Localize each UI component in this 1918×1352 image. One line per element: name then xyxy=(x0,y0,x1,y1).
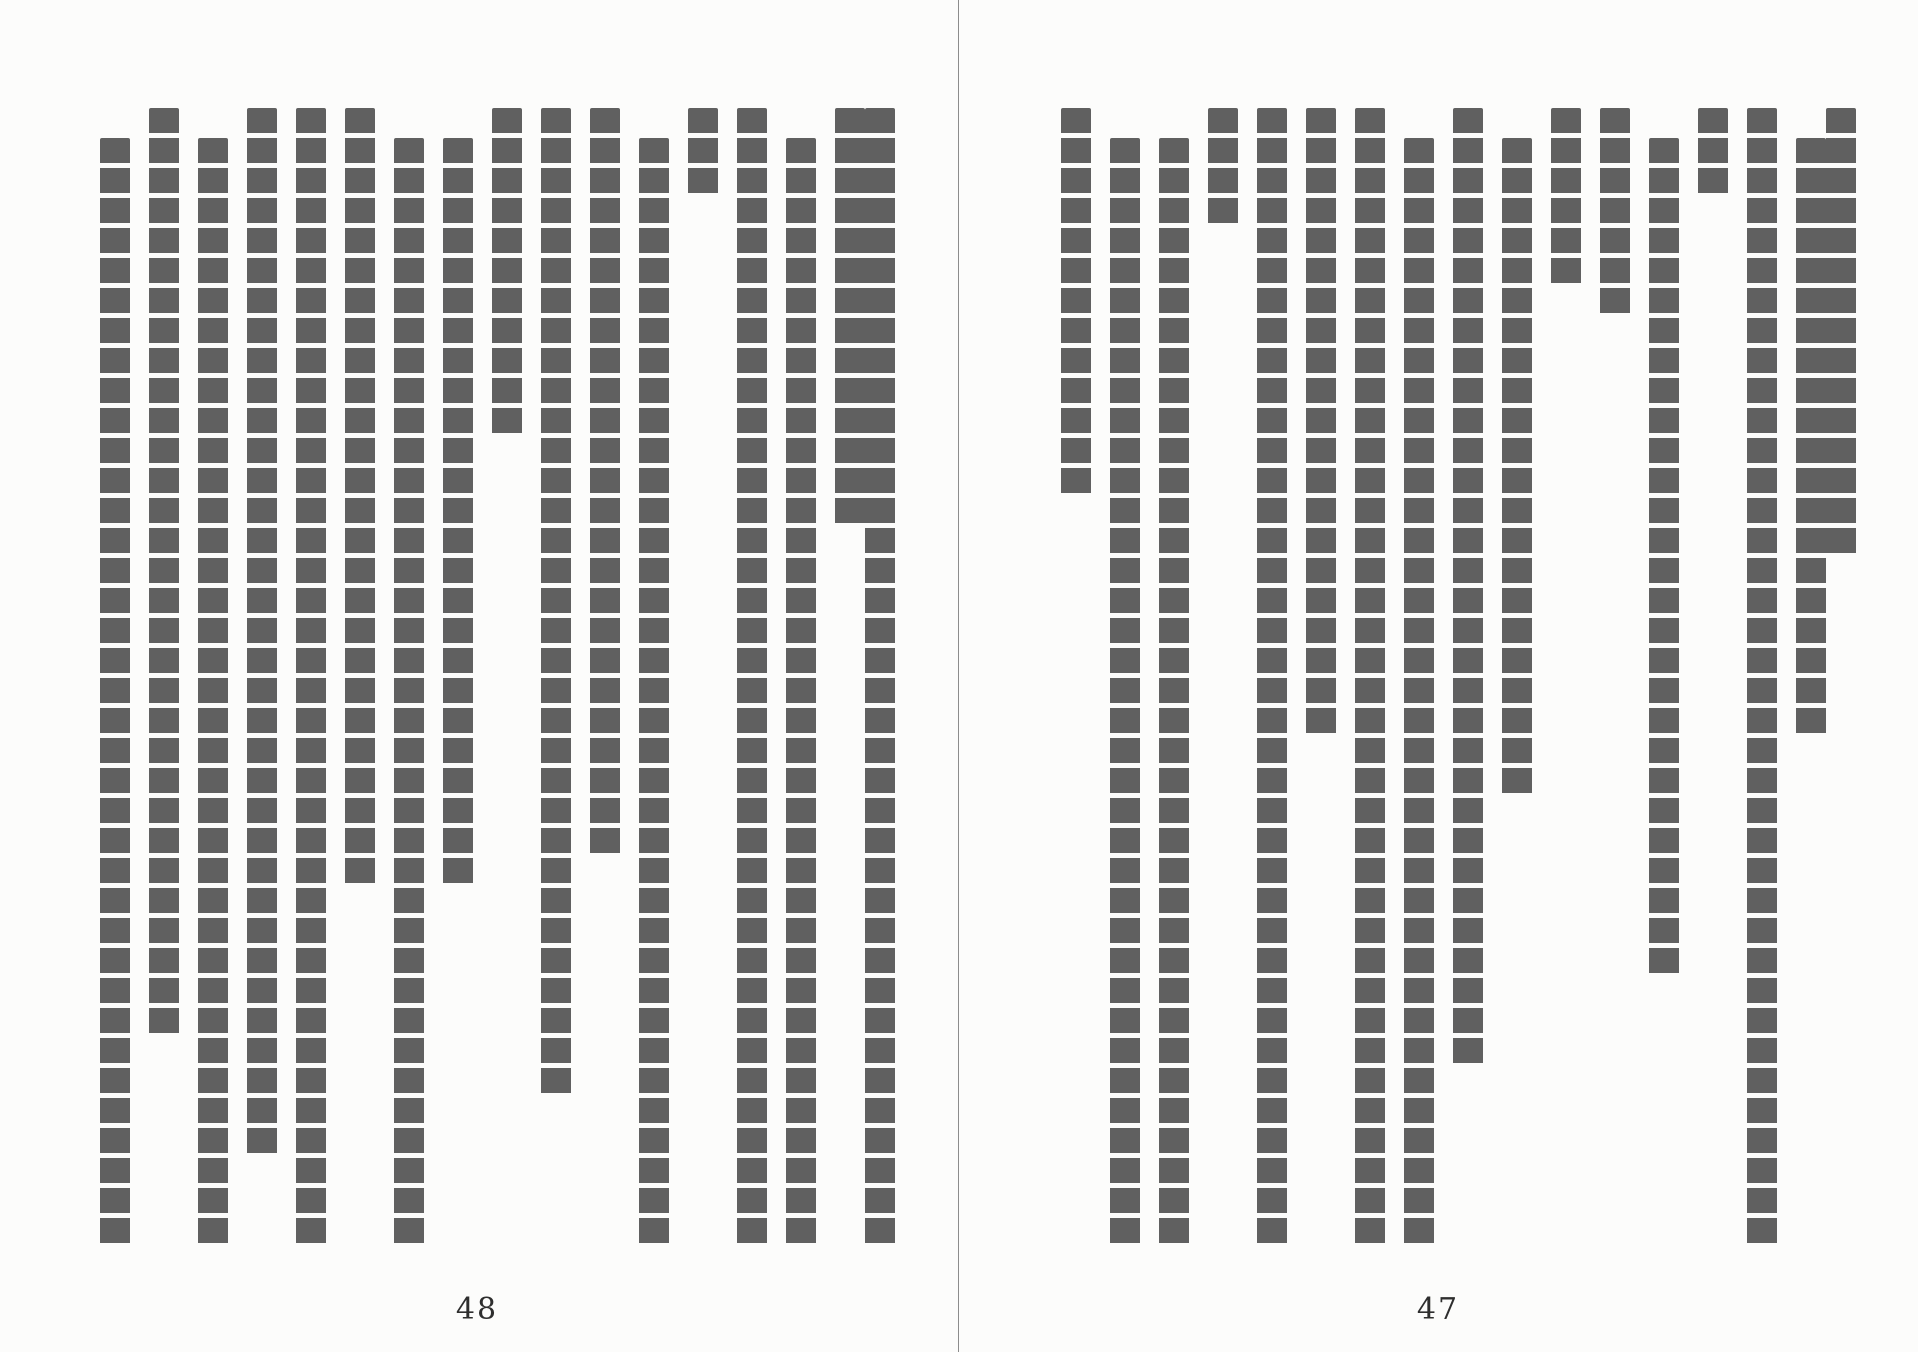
redacted-text-line xyxy=(1355,108,1385,1248)
redacted-text-line xyxy=(1306,108,1336,738)
page-divider xyxy=(958,0,959,1352)
redacted-text-line xyxy=(198,138,228,1248)
page-48-text-block xyxy=(81,108,895,1248)
redacted-text-line xyxy=(1649,138,1679,978)
redacted-text-line xyxy=(835,108,865,528)
redacted-text-line xyxy=(865,108,895,1248)
redacted-text-line xyxy=(1159,138,1189,1248)
redacted-text-line xyxy=(786,138,816,1248)
redacted-text-line xyxy=(1600,108,1630,318)
redacted-text-line xyxy=(149,108,179,1038)
redacted-text-line xyxy=(1502,138,1532,798)
redacted-text-line xyxy=(443,138,473,888)
redacted-text-line xyxy=(345,108,375,888)
redacted-text-line xyxy=(1208,108,1238,228)
redacted-text-line xyxy=(1698,108,1728,198)
redacted-text-line xyxy=(1747,108,1777,1248)
page-47-number: 47 xyxy=(1416,1292,1460,1327)
page-47-text-block xyxy=(1042,108,1856,1248)
redacted-text-line xyxy=(492,108,522,438)
redacted-text-line xyxy=(737,108,767,1248)
page-48-number: 48 xyxy=(455,1292,499,1327)
redacted-text-line xyxy=(1061,108,1091,498)
redacted-text-line xyxy=(541,108,571,1098)
redacted-text-line xyxy=(1796,138,1826,738)
redacted-text-line xyxy=(1826,108,1856,558)
redacted-text-line xyxy=(247,108,277,1158)
redacted-text-line xyxy=(394,138,424,1248)
redacted-text-line xyxy=(590,108,620,858)
redacted-text-line xyxy=(1404,138,1434,1248)
redacted-text-line xyxy=(1257,108,1287,1248)
redacted-text-line xyxy=(1110,138,1140,1248)
redacted-text-line xyxy=(1551,108,1581,288)
redacted-text-line xyxy=(688,108,718,198)
redacted-text-line xyxy=(100,138,130,1248)
redacted-text-line xyxy=(639,138,669,1248)
redacted-text-line xyxy=(296,108,326,1248)
redacted-text-line xyxy=(1453,108,1483,1068)
